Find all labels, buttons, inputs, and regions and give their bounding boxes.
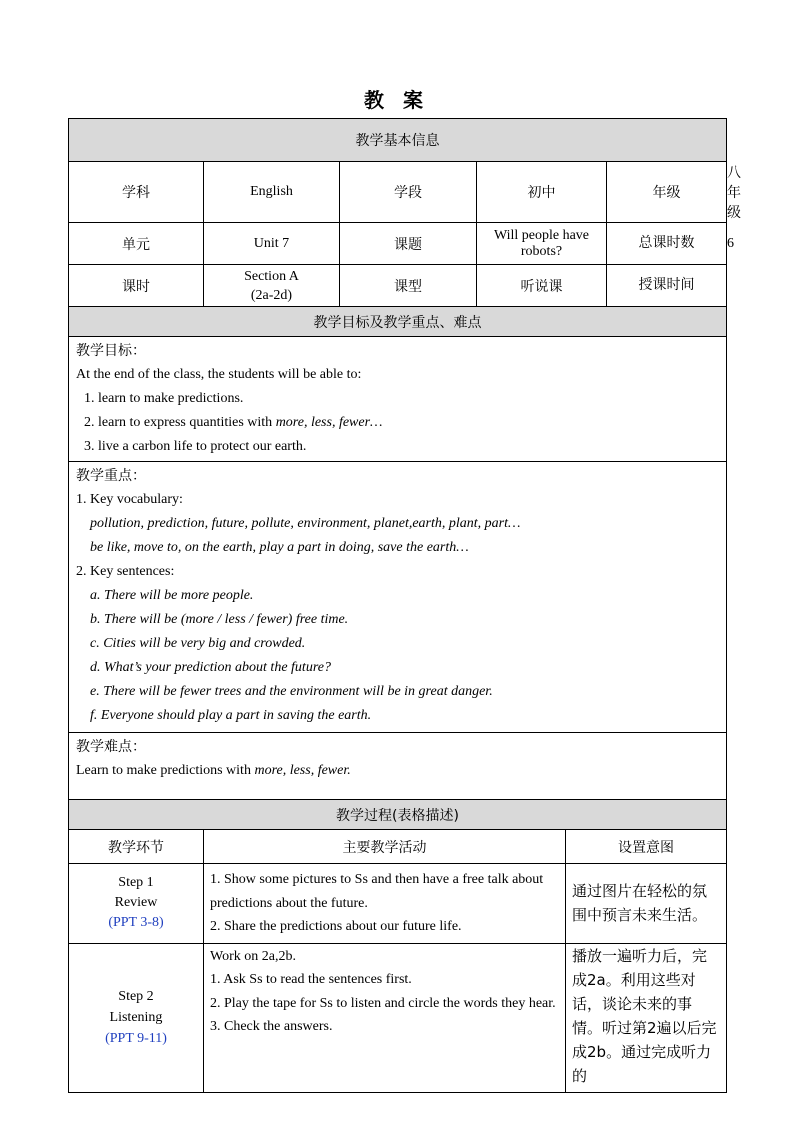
sentence-f: f. Everyone should play a part in saving the earth. xyxy=(90,708,372,723)
subject-value: English xyxy=(204,162,340,223)
unit-value: Unit 7 xyxy=(204,223,340,265)
goal-item-2-italic: more, less, fewer… xyxy=(275,415,383,430)
step1-row xyxy=(69,864,727,944)
process-columns-row xyxy=(69,830,727,864)
process-col-activity: 主要教学活动 xyxy=(204,830,566,864)
step2-sub: Listening xyxy=(109,1010,163,1025)
step2-activities xyxy=(204,943,566,1092)
step1-ppt: (PPT 3-8) xyxy=(108,915,164,931)
lesson-type-label: 课型 xyxy=(340,265,477,307)
period-section: Section A xyxy=(244,268,299,284)
step1-activity-2: 2. Share the predictions about our future life. xyxy=(210,919,462,934)
period-label: 课时 xyxy=(69,265,204,307)
lesson-plan-table xyxy=(68,118,741,1093)
sentence-e: e. There will be fewer trees and the environment will be in great danger. xyxy=(90,684,493,699)
goals-intro: At the end of the class, the students will be able to: xyxy=(76,367,362,382)
topic-value: Will people have robots? xyxy=(477,223,607,265)
goal-item-3: 3. live a carbon life to protect our earth. xyxy=(84,439,307,454)
step2-activity-1: 1. Ask Ss to read the sentences first. xyxy=(210,972,412,987)
vocab-title: 1. Key vocabulary: xyxy=(76,492,183,507)
step1-intent: 通过图片在轻松的氛围中预言未来生活。 xyxy=(566,864,727,944)
difficulties-text xyxy=(76,759,719,783)
difficulties-text-prefix: Learn to make predictions with xyxy=(76,763,255,778)
sentences-title: 2. Key sentences: xyxy=(76,564,175,579)
process-header: 教学过程(表格描述) xyxy=(69,800,727,830)
info-row-3 xyxy=(69,265,727,307)
difficulties-label: 教学难点： xyxy=(76,739,146,755)
step2-ppt: (PPT 9-11) xyxy=(105,1031,167,1046)
sentence-b: b. There will be (more / less / fewer) free time. xyxy=(90,612,349,627)
step1-activity-1: 1. Show some pictures to Ss and then have a free talk about predictions about the future. xyxy=(210,872,544,911)
objectives-header-row xyxy=(69,307,727,337)
process-col-intent: 设置意图 xyxy=(566,830,727,864)
basic-info-header-row xyxy=(69,119,727,162)
process-col-stage: 教学环节 xyxy=(69,830,204,864)
subject-label: 学科 xyxy=(69,162,204,223)
total-periods-label: 总课时数 xyxy=(607,223,727,265)
step2-name: Step 2 xyxy=(118,989,154,1004)
key-points-cell xyxy=(69,462,727,733)
info-row-2: 单元 Unit 7 课题 Will people have robots? 总课时数 6 xyxy=(69,223,727,265)
step2-intent: 播放一遍听力后，完成2a。利用这些对话，谈论未来的事情。听过第2遍以后完成2b。通过完成听力的 xyxy=(566,943,727,1092)
objectives-header: 教学目标及教学重点、难点 xyxy=(69,307,727,337)
topic-label: 课题 xyxy=(340,223,477,265)
goal-item-2 xyxy=(76,411,719,435)
step1-activities xyxy=(204,864,566,944)
sentence-c: c. Cities will be very big and crowded. xyxy=(90,636,306,651)
basic-info-header: 教学基本信息 xyxy=(69,119,727,162)
step2-activity-0: Work on 2a,2b. xyxy=(210,948,296,964)
stage-label: 学段 xyxy=(340,162,477,223)
difficulties-row xyxy=(69,733,727,800)
goals-row xyxy=(69,337,727,462)
step2-activity-2: 2. Play the tape for Ss to listen and circle the words they hear. xyxy=(210,995,556,1011)
step1-sub: Review xyxy=(114,895,158,911)
period-range: (2a-2d) xyxy=(250,287,293,303)
process-header-row xyxy=(69,800,727,830)
step1-name: Step 1 xyxy=(118,875,154,891)
difficulties-cell xyxy=(69,733,727,800)
key-points-label: 教学重点： xyxy=(76,468,146,484)
goals-label: 教学目标： xyxy=(76,343,146,359)
goals-cell xyxy=(69,337,727,462)
sentence-d: d. What’s your prediction about the future? xyxy=(90,660,331,675)
unit-label: 单元 xyxy=(69,223,204,265)
info-row-1: 学科 English 学段 初中 年级 八年级 xyxy=(69,162,727,223)
lesson-type-value: 听说课 xyxy=(477,265,607,307)
stage-value: 初中 xyxy=(477,162,607,223)
difficulties-text-italic: more, less, fewer. xyxy=(254,763,351,778)
grade-label: 年级 xyxy=(607,162,727,223)
period-value xyxy=(204,265,340,307)
vocab-line-1: pollution, prediction, future, pollute, environment, planet,earth, plant, part… xyxy=(90,516,521,531)
goal-item-2-text: 2. learn to express quantities with xyxy=(84,415,276,430)
step1-stage xyxy=(69,864,204,944)
step2-activity-3: 3. Check the answers. xyxy=(210,1019,333,1034)
sentence-a: a. There will be more people. xyxy=(90,588,254,603)
step2-row xyxy=(69,943,727,1092)
document-title: 教 案 xyxy=(364,88,429,112)
teaching-time-label: 授课时间 xyxy=(607,265,727,307)
key-points-row xyxy=(69,462,727,733)
vocab-line-2: be like, move to, on the earth, play a part in doing, save the earth… xyxy=(90,540,469,555)
goal-item-1: 1. learn to make predictions. xyxy=(84,391,244,406)
step2-stage xyxy=(69,943,204,1092)
